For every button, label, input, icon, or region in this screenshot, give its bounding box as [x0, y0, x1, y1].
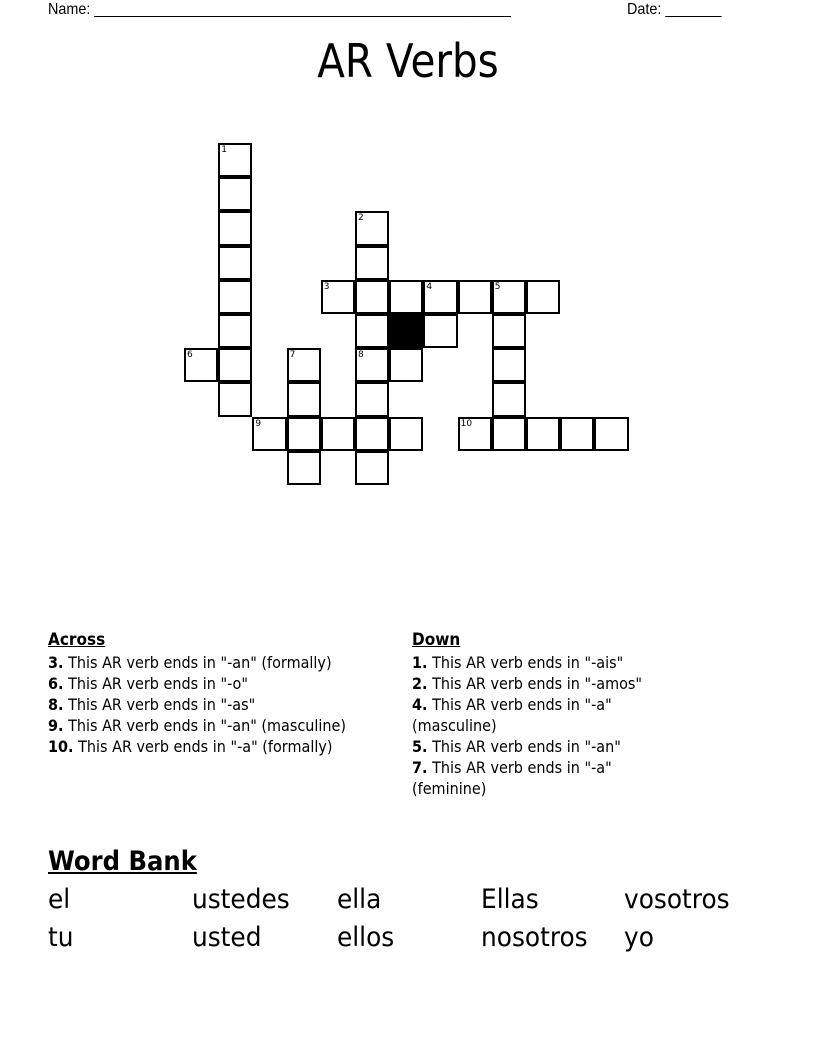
across-clue	[48, 652, 399, 673]
clue-number: 6	[187, 350, 193, 361]
crossword-cell[interactable]	[218, 348, 252, 382]
crossword-cell[interactable]	[321, 417, 355, 451]
crossword-cell[interactable]	[218, 177, 252, 211]
name-field-label: Name: ____________________________________________________	[48, 1, 511, 18]
crossword-cell[interactable]	[458, 280, 492, 314]
word-bank-word: ella	[337, 884, 382, 915]
clue-number: 9	[255, 418, 262, 429]
date-field-label: Date: _______	[627, 1, 722, 18]
clue-number: 5	[494, 281, 501, 292]
word-bank-word: ustedes	[192, 884, 290, 915]
clue-text: This AR verb ends in "-a" (formally)	[73, 737, 333, 756]
clue-text: This AR verb ends in "-amos"	[427, 674, 643, 693]
crossword-cell[interactable]	[526, 280, 560, 314]
clue-number: 1.	[412, 653, 428, 672]
crossword-cell[interactable]	[389, 280, 423, 314]
clue-number: 5.	[412, 737, 428, 756]
crossword-cell[interactable]	[355, 382, 389, 416]
crossword-cell[interactable]	[492, 348, 526, 382]
across-clue	[48, 694, 399, 715]
crossword-cell[interactable]	[355, 246, 389, 280]
crossword-cell[interactable]	[287, 451, 321, 485]
crossword-cell[interactable]	[218, 314, 252, 348]
clue-text: This AR verb ends in "-ais"	[427, 653, 624, 672]
word-bank-word: el	[48, 884, 71, 915]
down-clue	[412, 757, 682, 799]
crossword-cell[interactable]	[355, 348, 389, 382]
clue-text: This AR verb ends in "-o"	[63, 674, 248, 693]
crossword-cell[interactable]	[355, 314, 389, 348]
word-bank-word: ellos	[337, 922, 395, 953]
clue-number: 3	[323, 281, 330, 292]
across-clue	[48, 715, 399, 736]
crossword-cell[interactable]	[526, 417, 560, 451]
crossword-cell[interactable]	[423, 280, 457, 314]
crossword-cell[interactable]	[355, 451, 389, 485]
crossword-cell[interactable]	[287, 417, 321, 451]
crossword-cell[interactable]	[492, 382, 526, 416]
crossword-cell[interactable]	[218, 143, 252, 177]
clue-text: This AR verb ends in "-a" (feminine)	[412, 758, 612, 798]
word-bank-word: Ellas	[481, 884, 539, 915]
across-heading: Across	[48, 630, 106, 650]
crossword-cell[interactable]	[423, 314, 457, 348]
clue-text: This AR verb ends in "-as"	[63, 695, 256, 714]
crossword-cell[interactable]	[492, 417, 526, 451]
word-bank-word: tu	[48, 922, 74, 953]
crossword-cell[interactable]	[287, 348, 321, 382]
word-bank-word: usted	[192, 922, 262, 953]
clue-text: This AR verb ends in "-an"	[427, 737, 621, 756]
down-clue	[412, 736, 682, 757]
across-clue	[48, 673, 399, 694]
crossword-cell[interactable]	[560, 417, 594, 451]
word-bank-heading: Word Bank	[48, 846, 197, 877]
clue-text: This AR verb ends in "-a" (masculine)	[412, 695, 612, 735]
down-clue	[412, 694, 682, 736]
clue-number: 2.	[412, 674, 428, 693]
black-cell	[389, 314, 423, 348]
crossword-cell[interactable]	[355, 280, 389, 314]
clue-number: 9.	[48, 716, 64, 735]
crossword-cell[interactable]	[184, 348, 218, 382]
clue-number: 4	[426, 281, 433, 292]
down-heading: Down	[412, 630, 461, 650]
crossword-cell[interactable]	[218, 246, 252, 280]
crossword-cell[interactable]	[218, 382, 252, 416]
crossword-cell[interactable]	[287, 382, 321, 416]
word-bank-word: nosotros	[481, 922, 588, 953]
crossword-cell[interactable]	[355, 211, 389, 245]
clue-number: 2	[358, 213, 364, 224]
down-clues	[412, 630, 682, 799]
clue-number: 1	[221, 145, 227, 155]
clue-number: 7	[289, 350, 296, 361]
crossword-cell[interactable]	[389, 348, 423, 382]
clue-number: 7.	[412, 758, 428, 777]
crossword-cell[interactable]	[458, 417, 492, 451]
crossword-cell[interactable]	[594, 417, 628, 451]
clue-number: 6.	[48, 674, 64, 693]
crossword-cell[interactable]	[389, 417, 423, 451]
clue-number: 3.	[48, 653, 64, 672]
crossword-cell[interactable]	[492, 280, 526, 314]
clue-number: 4.	[412, 695, 428, 714]
down-clue	[412, 652, 682, 673]
crossword-cell[interactable]	[355, 417, 389, 451]
clue-number: 8	[358, 350, 364, 361]
across-clues	[48, 630, 399, 757]
across-clue	[48, 736, 399, 757]
crossword-cell[interactable]	[252, 417, 286, 451]
crossword-cell[interactable]	[218, 211, 252, 245]
clue-text: This AR verb ends in "-an" (masculine)	[63, 716, 347, 735]
word-bank-word: vosotros	[624, 884, 730, 915]
down-clue	[412, 673, 682, 694]
clue-number: 8.	[48, 695, 64, 714]
clue-number: 10.	[48, 737, 74, 756]
crossword-cell[interactable]	[492, 314, 526, 348]
crossword-cell[interactable]	[321, 280, 355, 314]
word-bank-word: yo	[624, 922, 654, 953]
page-title: AR Verbs	[317, 34, 499, 88]
clue-number: 10	[460, 418, 473, 429]
crossword-cell[interactable]	[218, 280, 252, 314]
clue-text: This AR verb ends in "-an" (formally)	[63, 653, 332, 672]
